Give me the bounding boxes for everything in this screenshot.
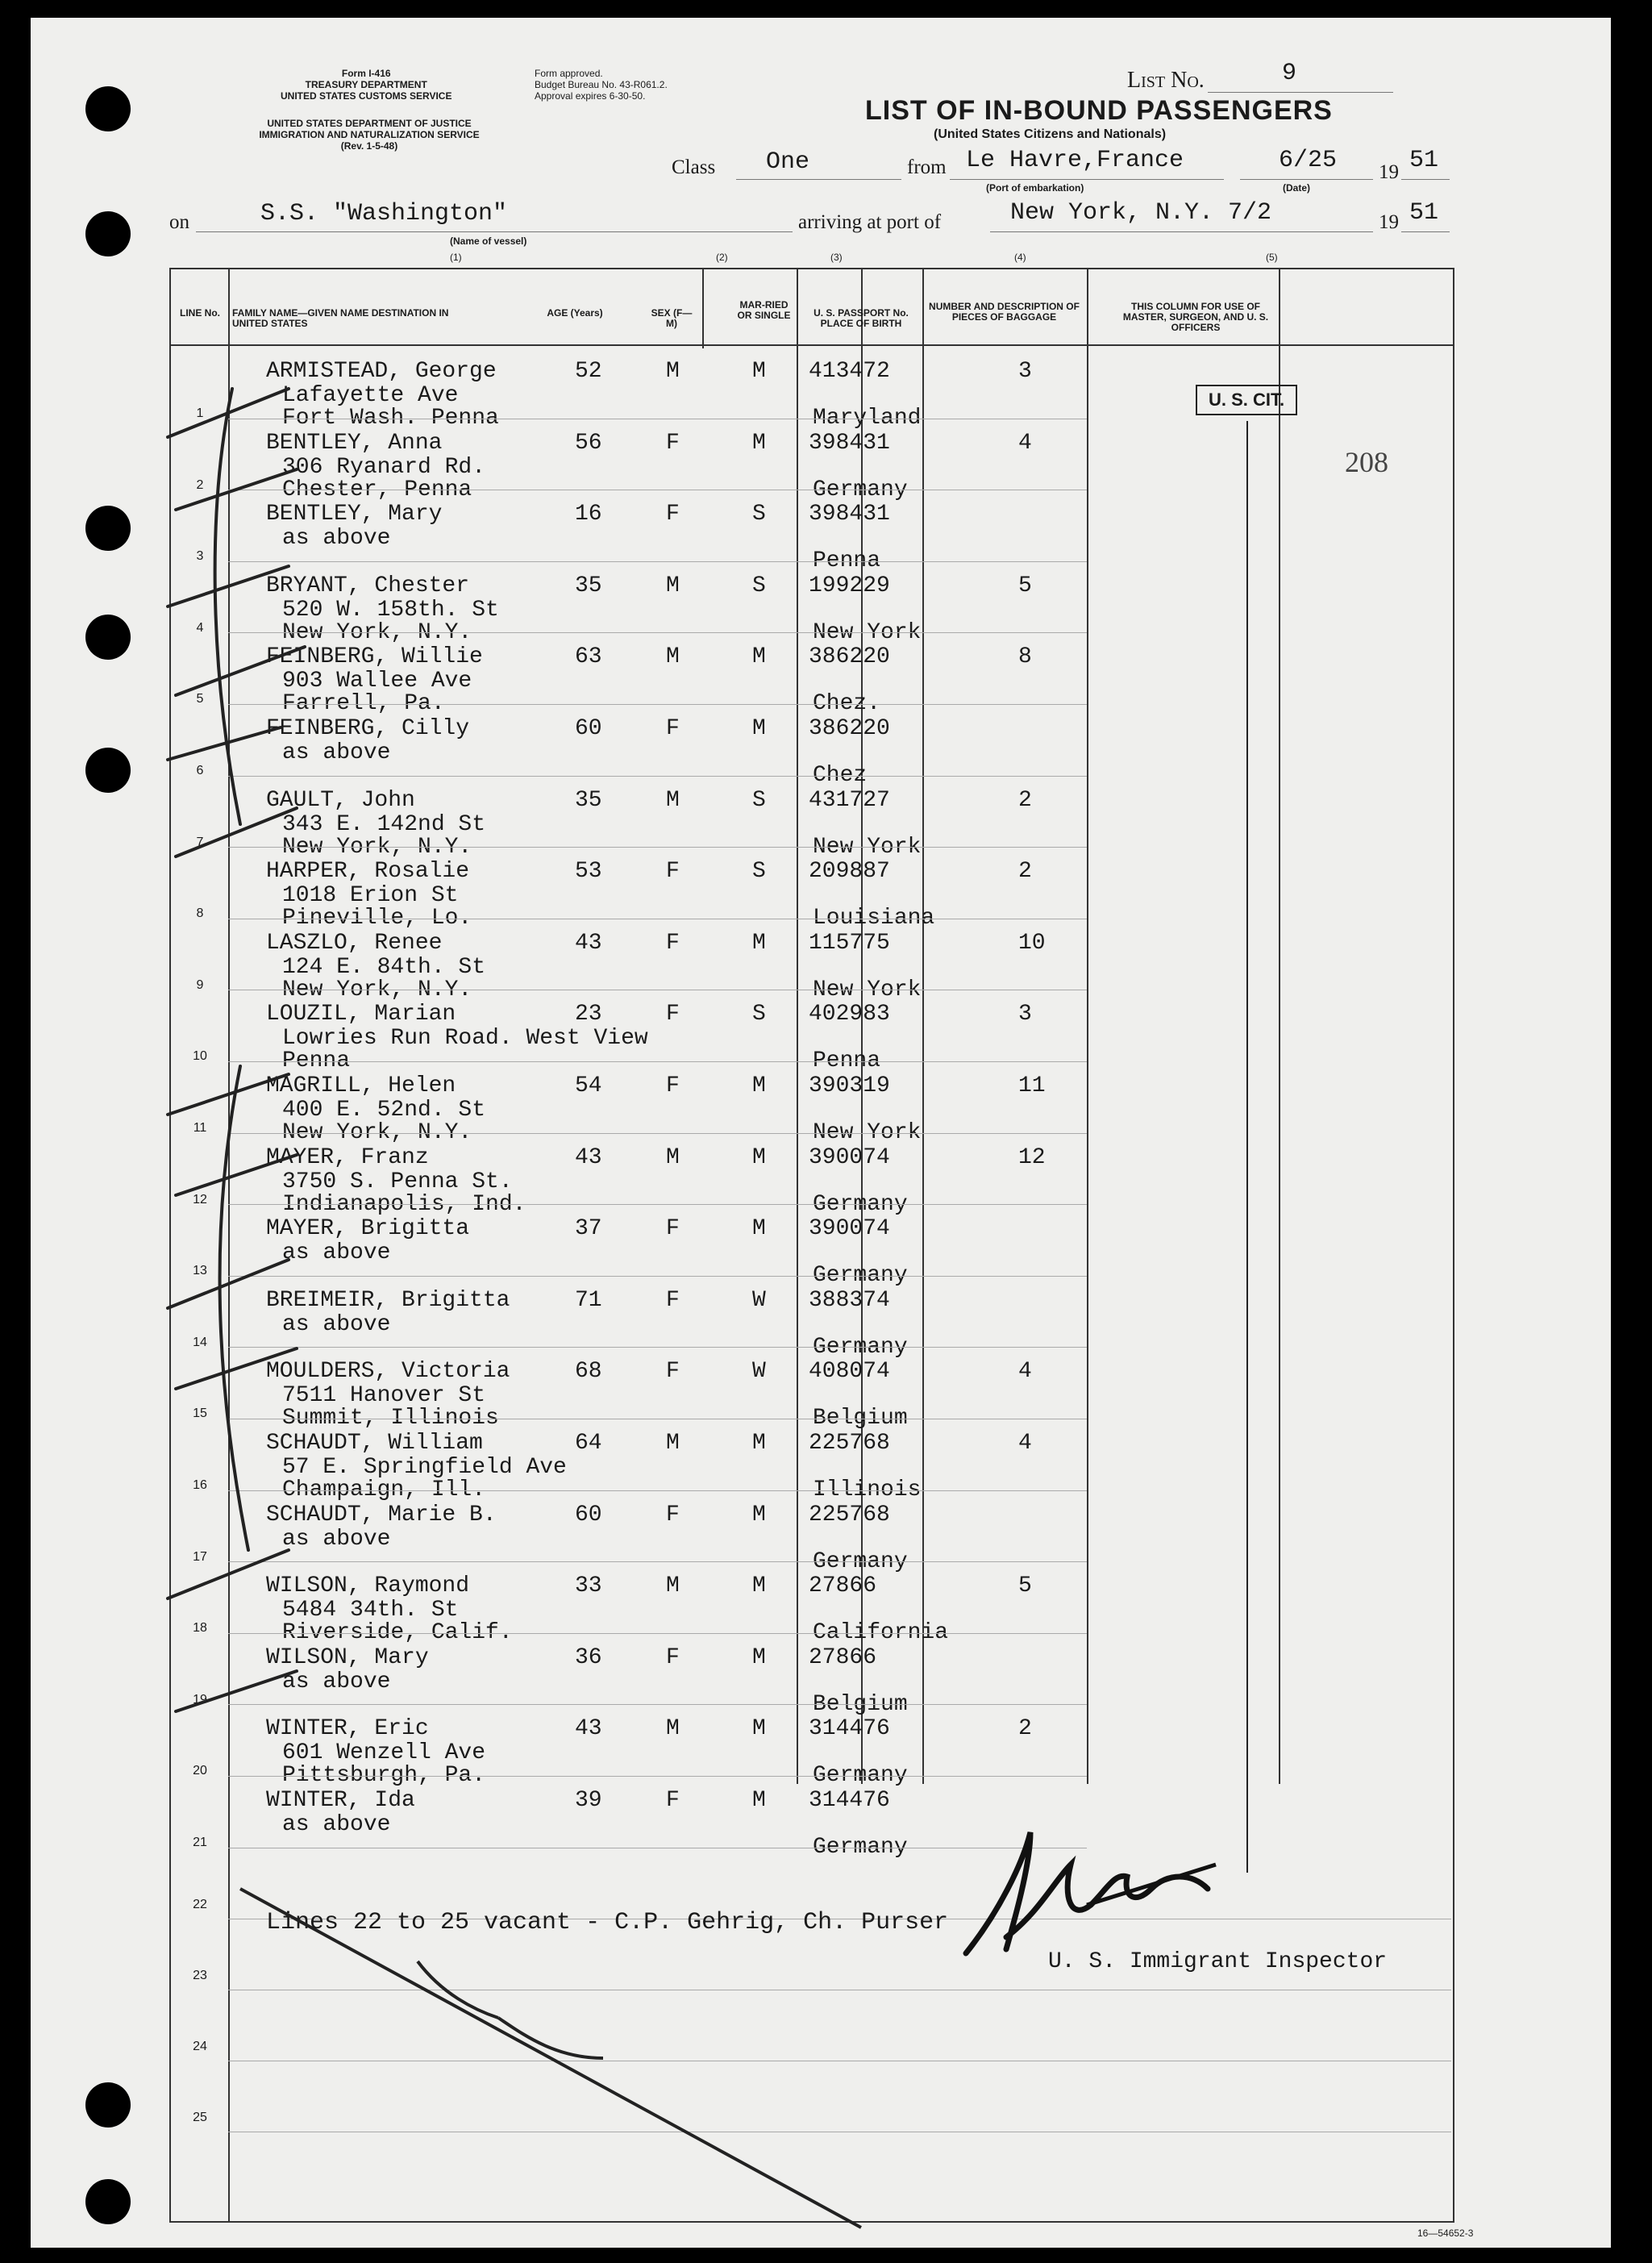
passenger-name: HARPER, Rosalie bbox=[266, 859, 470, 885]
binder-hole bbox=[85, 2082, 131, 2128]
passenger-sex: M bbox=[666, 644, 680, 670]
passenger-marital-status: M bbox=[752, 1573, 766, 1599]
approval-line: Approval expires 6-30-50. bbox=[535, 90, 646, 102]
us-citizen-stamp: U. S. CIT. bbox=[1196, 385, 1297, 415]
passenger-marital-status: M bbox=[752, 716, 766, 741]
footer-code: 16—54652-3 bbox=[1417, 2228, 1474, 2239]
row-divider bbox=[228, 1204, 1087, 1205]
passenger-marital-status: W bbox=[752, 1287, 766, 1313]
passport-number: 225768 bbox=[809, 1502, 890, 1527]
passenger-age: 54 bbox=[575, 1073, 602, 1098]
passenger-age: 35 bbox=[575, 573, 602, 598]
on-label: on bbox=[169, 211, 189, 233]
col-header-sex: SEX (F—M) bbox=[651, 307, 693, 329]
place-of-birth: Germany bbox=[813, 1334, 908, 1360]
baggage-count: 3 bbox=[1018, 359, 1032, 384]
passenger-sex: F bbox=[666, 930, 680, 956]
place-of-birth: Chez. bbox=[813, 691, 881, 717]
passenger-age: 16 bbox=[575, 502, 602, 527]
arrival-year: 51 bbox=[1409, 199, 1439, 227]
vacant-lines-note: Lines 22 to 25 vacant - C.P. Gehrig, Ch. Purser bbox=[266, 1909, 949, 1936]
passenger-address-line1: 520 W. 158th. St bbox=[282, 597, 499, 623]
baggage-count: 12 bbox=[1018, 1144, 1046, 1170]
passenger-name: BREIMEIR, Brigitta bbox=[266, 1287, 510, 1313]
row-divider bbox=[228, 1633, 1087, 1634]
place-of-birth: New York bbox=[813, 619, 922, 645]
passenger-name: BENTLEY, Mary bbox=[266, 502, 443, 527]
passenger-address-line2: New York, N.Y. bbox=[282, 1120, 472, 1145]
passenger-address-line1: 3750 S. Penna St. bbox=[282, 1169, 513, 1194]
passport-number: 398431 bbox=[809, 502, 890, 527]
passenger-address-line1: 343 E. 142nd St bbox=[282, 811, 486, 837]
manifest-page bbox=[31, 18, 1611, 2248]
passenger-address-line1: as above bbox=[282, 1812, 391, 1837]
place-of-birth: Germany bbox=[813, 477, 908, 502]
line-number: 7 bbox=[196, 835, 204, 849]
passport-number: 390319 bbox=[809, 1073, 890, 1098]
row-divider bbox=[228, 1276, 1087, 1277]
baggage-count: 8 bbox=[1018, 644, 1032, 670]
passenger-age: 43 bbox=[575, 1716, 602, 1742]
line-number: 12 bbox=[193, 1192, 207, 1207]
port-caption: (Port of embarkation) bbox=[986, 182, 1084, 194]
line-number: 22 bbox=[193, 1897, 207, 1911]
passenger-marital-status: S bbox=[752, 787, 766, 813]
passenger-address-line1: 57 E. Springfield Ave bbox=[282, 1455, 567, 1480]
passenger-sex: M bbox=[666, 359, 680, 384]
vessel-name: S.S. "Washington" bbox=[260, 200, 508, 227]
passenger-address-line2: Riverside, Calif. bbox=[282, 1620, 513, 1646]
approval-line: Budget Bureau No. 43-R061.2. bbox=[535, 79, 668, 90]
place-of-birth: Germany bbox=[813, 1763, 908, 1789]
passenger-age: 71 bbox=[575, 1287, 602, 1313]
passenger-marital-status: M bbox=[752, 1644, 766, 1670]
passenger-marital-status: M bbox=[752, 1502, 766, 1527]
passenger-age: 53 bbox=[575, 859, 602, 885]
passenger-age: 39 bbox=[575, 1788, 602, 1813]
place-of-birth: Penna bbox=[813, 548, 881, 574]
passenger-address-line1: as above bbox=[282, 1526, 391, 1552]
passenger-address-line1: 601 Wenzell Ave bbox=[282, 1740, 486, 1766]
passenger-sex: F bbox=[666, 1287, 680, 1313]
passenger-marital-status: M bbox=[752, 1431, 766, 1456]
col-header-name: FAMILY NAME—GIVEN NAME DESTINATION IN UNITED STATES bbox=[232, 307, 449, 329]
line-number: 14 bbox=[193, 1335, 207, 1349]
row-divider bbox=[228, 1561, 1087, 1562]
passenger-name: WINTER, Eric bbox=[266, 1716, 429, 1742]
place-of-birth: Belgium bbox=[813, 1406, 908, 1432]
passenger-address-line2: New York, N.Y. bbox=[282, 619, 472, 645]
passport-number: 27866 bbox=[809, 1573, 877, 1599]
cancel-strike-line bbox=[232, 1873, 877, 2244]
row-divider bbox=[228, 847, 1087, 848]
year-prefix: 19 bbox=[1379, 161, 1399, 183]
list-no-value: 9 bbox=[1282, 60, 1297, 87]
col-header-age: AGE (Years) bbox=[547, 307, 603, 319]
passenger-age: 33 bbox=[575, 1573, 602, 1599]
passport-number: 27866 bbox=[809, 1644, 877, 1670]
from-label: from bbox=[907, 156, 947, 178]
passenger-age: 35 bbox=[575, 787, 602, 813]
passenger-address-line1: as above bbox=[282, 740, 391, 765]
place-of-birth: Louisiana bbox=[813, 906, 935, 931]
passenger-name: MAYER, Franz bbox=[266, 1144, 429, 1170]
margin-number: 208 bbox=[1345, 446, 1388, 478]
passenger-address-line1: 306 Ryanard Rd. bbox=[282, 454, 486, 480]
column-number: (1) bbox=[450, 252, 462, 263]
place-of-birth: New York bbox=[813, 834, 922, 860]
justice-dept: UNITED STATES DEPARTMENT OF JUSTICE bbox=[267, 118, 472, 129]
row-divider bbox=[228, 632, 1087, 633]
passenger-sex: F bbox=[666, 716, 680, 741]
passenger-address-line2: Pineville, Lo. bbox=[282, 906, 472, 931]
row-divider bbox=[228, 1347, 1087, 1348]
baggage-count: 5 bbox=[1018, 573, 1032, 598]
passenger-marital-status: S bbox=[752, 573, 766, 598]
line-number: 20 bbox=[193, 1764, 207, 1778]
baggage-count: 3 bbox=[1018, 1002, 1032, 1027]
place-of-birth: New York bbox=[813, 1120, 922, 1145]
line-number: 2 bbox=[196, 477, 204, 492]
page-subtitle: (United States Citizens and Nationals) bbox=[934, 127, 1167, 141]
passenger-marital-status: S bbox=[752, 859, 766, 885]
passenger-marital-status: W bbox=[752, 1359, 766, 1385]
passport-number: 390074 bbox=[809, 1216, 890, 1242]
baggage-count: 2 bbox=[1018, 859, 1032, 885]
passport-number: 408074 bbox=[809, 1359, 890, 1385]
passenger-address-line2: Summit, Illinois bbox=[282, 1406, 499, 1432]
passenger-sex: M bbox=[666, 1431, 680, 1456]
passenger-sex: F bbox=[666, 1788, 680, 1813]
line-number: 24 bbox=[193, 2039, 207, 2053]
ins-service: IMMIGRATION AND NATURALIZATION SERVICE bbox=[259, 129, 480, 140]
passenger-address-line2: Champaign, Ill. bbox=[282, 1477, 486, 1502]
passenger-age: 43 bbox=[575, 930, 602, 956]
passenger-sex: F bbox=[666, 1502, 680, 1527]
approval-line: Form approved. bbox=[535, 68, 603, 79]
place-of-birth: Maryland bbox=[813, 406, 922, 431]
line-number: 5 bbox=[196, 692, 204, 706]
line-number: 18 bbox=[193, 1621, 207, 1636]
passenger-marital-status: M bbox=[752, 1716, 766, 1742]
inspector-label: U. S. Immigrant Inspector bbox=[1048, 1949, 1388, 1974]
passenger-address-line2: Pittsburgh, Pa. bbox=[282, 1763, 486, 1789]
passenger-name: WILSON, Mary bbox=[266, 1644, 429, 1670]
passenger-address-line2: Indianapolis, Ind. bbox=[282, 1191, 526, 1217]
passenger-address-line1: Lowries Run Road. West View bbox=[282, 1026, 648, 1052]
passenger-marital-status: M bbox=[752, 1073, 766, 1098]
passenger-name: WINTER, Ida bbox=[266, 1788, 415, 1813]
passenger-marital-status: M bbox=[752, 430, 766, 456]
passenger-name: BRYANT, Chester bbox=[266, 573, 470, 598]
baggage-count: 2 bbox=[1018, 1716, 1032, 1742]
passenger-name: MAGRILL, Helen bbox=[266, 1073, 456, 1098]
passport-number: 402983 bbox=[809, 1002, 890, 1027]
binder-hole bbox=[85, 2179, 131, 2224]
line-number: 11 bbox=[193, 1121, 207, 1135]
passenger-address-line1: 5484 34th. St bbox=[282, 1598, 459, 1623]
passenger-name: GAULT, John bbox=[266, 787, 415, 813]
row-divider bbox=[228, 1061, 1087, 1062]
line-number: 9 bbox=[196, 977, 204, 992]
passenger-name: WILSON, Raymond bbox=[266, 1573, 470, 1599]
list-no-label: List No. bbox=[1127, 68, 1205, 93]
passenger-address-line1: Lafayette Ave bbox=[282, 383, 459, 408]
passenger-marital-status: S bbox=[752, 1002, 766, 1027]
place-of-birth: Germany bbox=[813, 1263, 908, 1289]
passenger-sex: M bbox=[666, 787, 680, 813]
line-number: 15 bbox=[193, 1407, 207, 1421]
passenger-sex: F bbox=[666, 1644, 680, 1670]
place-of-birth: Chez bbox=[813, 763, 868, 788]
passenger-sex: M bbox=[666, 1573, 680, 1599]
passport-number: 209887 bbox=[809, 859, 890, 885]
line-number: 23 bbox=[193, 1968, 207, 1982]
line-number: 10 bbox=[193, 1049, 207, 1064]
line-number: 16 bbox=[193, 1478, 207, 1492]
passenger-name: FEINBERG, Cilly bbox=[266, 716, 470, 741]
baggage-count: 4 bbox=[1018, 1359, 1032, 1385]
place-of-birth: Germany bbox=[813, 1548, 908, 1574]
justice-block bbox=[168, 118, 571, 152]
passport-number: 314476 bbox=[809, 1788, 890, 1813]
place-of-birth: Germany bbox=[813, 1835, 908, 1860]
arrival-port: New York, N.Y. bbox=[1010, 199, 1214, 227]
line-number: 3 bbox=[196, 549, 204, 564]
embarkation-port: Le Havre,France bbox=[966, 147, 1184, 174]
baggage-count: 10 bbox=[1018, 930, 1046, 956]
passenger-address-line2: New York, N.Y. bbox=[282, 977, 472, 1002]
form-number: Form I-416 bbox=[341, 68, 391, 79]
passenger-sex: F bbox=[666, 1216, 680, 1242]
passport-number: 225768 bbox=[809, 1431, 890, 1456]
passport-number: 431727 bbox=[809, 787, 890, 813]
col-header-line-no: LINE No. bbox=[180, 307, 220, 319]
passenger-sex: F bbox=[666, 502, 680, 527]
passenger-sex: F bbox=[666, 859, 680, 885]
passenger-marital-status: S bbox=[752, 502, 766, 527]
baggage-count: 11 bbox=[1018, 1073, 1046, 1098]
passenger-marital-status: M bbox=[752, 1144, 766, 1170]
arriving-label: arriving at port of bbox=[798, 211, 942, 233]
binder-hole bbox=[85, 615, 131, 660]
binder-hole bbox=[85, 86, 131, 131]
line-number: 17 bbox=[193, 1549, 207, 1564]
treasury-dept: TREASURY DEPARTMENT bbox=[305, 79, 427, 90]
passenger-sex: M bbox=[666, 1716, 680, 1742]
passenger-age: 36 bbox=[575, 1644, 602, 1670]
place-of-birth: Belgium bbox=[813, 1691, 908, 1717]
passport-number: 390074 bbox=[809, 1144, 890, 1170]
col-header-baggage: NUMBER AND DESCRIPTION OF PIECES OF BAGGAGE bbox=[929, 301, 1080, 323]
passenger-name: SCHAUDT, William bbox=[266, 1431, 483, 1456]
column-number: (2) bbox=[716, 252, 728, 263]
customs-service: UNITED STATES CUSTOMS SERVICE bbox=[281, 90, 452, 102]
passenger-sex: F bbox=[666, 430, 680, 456]
passenger-sex: F bbox=[666, 1002, 680, 1027]
passenger-name: LASZLO, Renee bbox=[266, 930, 443, 956]
passenger-age: 37 bbox=[575, 1216, 602, 1242]
approval-block bbox=[535, 68, 668, 102]
passenger-address-line2: Chester, Penna bbox=[282, 477, 472, 502]
passenger-age: 52 bbox=[575, 359, 602, 384]
baggage-count: 5 bbox=[1018, 1573, 1032, 1599]
baggage-count: 4 bbox=[1018, 430, 1032, 456]
handwritten-checkmarks bbox=[152, 340, 329, 1873]
passenger-marital-status: M bbox=[752, 359, 766, 384]
passenger-address-line2: Fort Wash. Penna bbox=[282, 406, 499, 431]
date-caption: (Date) bbox=[1283, 182, 1311, 194]
binder-hole bbox=[85, 506, 131, 551]
arrival-year-prefix: 19 bbox=[1379, 211, 1399, 233]
col-header-married: MAR-RIED OR SINGLE bbox=[737, 299, 791, 321]
row-divider bbox=[228, 704, 1087, 705]
row-divider bbox=[228, 1490, 1087, 1491]
line-number: 13 bbox=[193, 1264, 207, 1278]
passenger-age: 63 bbox=[575, 644, 602, 670]
column-number: (5) bbox=[1266, 252, 1278, 263]
passenger-address-line1: 1018 Erion St bbox=[282, 883, 459, 909]
passenger-name: SCHAUDT, Marie B. bbox=[266, 1502, 497, 1527]
passport-number: 388374 bbox=[809, 1287, 890, 1313]
vessel-caption: (Name of vessel) bbox=[450, 235, 527, 247]
passenger-address-line2: Penna bbox=[282, 1048, 351, 1074]
binder-hole bbox=[85, 748, 131, 793]
passenger-age: 43 bbox=[575, 1144, 602, 1170]
line-number: 6 bbox=[196, 764, 204, 777]
passport-number: 386220 bbox=[809, 716, 890, 741]
passenger-marital-status: M bbox=[752, 1216, 766, 1242]
passport-number: 398431 bbox=[809, 430, 890, 456]
place-of-birth: Penna bbox=[813, 1048, 881, 1074]
passport-number: 199229 bbox=[809, 573, 890, 598]
row-divider bbox=[228, 1776, 1087, 1777]
passenger-sex: F bbox=[666, 1073, 680, 1098]
passport-number: 413472 bbox=[809, 359, 890, 384]
passenger-address-line1: 124 E. 84th. St bbox=[282, 954, 486, 980]
embarkation-year: 51 bbox=[1409, 147, 1439, 174]
row-divider bbox=[228, 1704, 1087, 1705]
place-of-birth: Illinois bbox=[813, 1477, 922, 1502]
passenger-address-line1: 7511 Hanover St bbox=[282, 1383, 486, 1409]
row-divider bbox=[228, 1133, 1087, 1134]
line-number: 1 bbox=[196, 406, 204, 420]
line-number: 19 bbox=[193, 1692, 207, 1707]
baggage-count: 4 bbox=[1018, 1431, 1032, 1456]
line-number: 4 bbox=[196, 620, 204, 635]
place-of-birth: New York bbox=[813, 977, 922, 1002]
passenger-marital-status: M bbox=[752, 1788, 766, 1813]
col-header-officers: THIS COLUMN FOR USE OF MASTER, SURGEON, AND U. S. OFFICERS bbox=[1122, 301, 1269, 333]
passenger-age: 23 bbox=[575, 1002, 602, 1027]
passenger-name: MOULDERS, Victoria bbox=[266, 1359, 510, 1385]
binder-hole bbox=[85, 211, 131, 256]
passenger-sex: M bbox=[666, 573, 680, 598]
passenger-name: FEINBERG, Willie bbox=[266, 644, 483, 670]
passenger-name: ARMISTEAD, George bbox=[266, 359, 497, 384]
col-header-passport: U. S. PASSPORT No. PLACE OF BIRTH bbox=[814, 307, 909, 329]
passenger-age: 56 bbox=[575, 430, 602, 456]
passenger-name: BENTLEY, Anna bbox=[266, 430, 443, 456]
passenger-address-line2: Farrell, Pa. bbox=[282, 691, 445, 717]
passenger-address-line1: as above bbox=[282, 1311, 391, 1337]
row-divider bbox=[228, 776, 1087, 777]
passenger-address-line1: 903 Wallee Ave bbox=[282, 669, 472, 694]
column-number: (4) bbox=[1014, 252, 1026, 263]
passenger-age: 64 bbox=[575, 1431, 602, 1456]
baggage-count: 2 bbox=[1018, 787, 1032, 813]
passenger-marital-status: M bbox=[752, 644, 766, 670]
passenger-address-line1: as above bbox=[282, 1240, 391, 1266]
line-number: 25 bbox=[193, 2110, 207, 2124]
passport-number: 386220 bbox=[809, 644, 890, 670]
passenger-age: 60 bbox=[575, 716, 602, 741]
arrival-date: 7/2 bbox=[1228, 199, 1272, 227]
place-of-birth: Germany bbox=[813, 1191, 908, 1217]
revision: (Rev. 1-5-48) bbox=[340, 140, 398, 152]
passenger-address-line1: as above bbox=[282, 1669, 391, 1694]
passenger-sex: F bbox=[666, 1359, 680, 1385]
passenger-address-line2: New York, N.Y. bbox=[282, 834, 472, 860]
passenger-sex: M bbox=[666, 1144, 680, 1170]
row-divider bbox=[228, 561, 1087, 562]
embarkation-date: 6/25 bbox=[1279, 147, 1338, 174]
line-number: 21 bbox=[193, 1836, 207, 1849]
class-label: Class bbox=[672, 156, 716, 178]
passenger-age: 68 bbox=[575, 1359, 602, 1385]
line-number: 8 bbox=[196, 906, 204, 921]
bracket-line bbox=[1246, 421, 1248, 1873]
passport-number: 314476 bbox=[809, 1716, 890, 1742]
form-id-block bbox=[281, 68, 451, 102]
passenger-name: MAYER, Brigitta bbox=[266, 1216, 470, 1242]
class-value: One bbox=[766, 148, 810, 176]
passenger-name: LOUZIL, Marian bbox=[266, 1002, 456, 1027]
passenger-age: 60 bbox=[575, 1502, 602, 1527]
passenger-address-line1: as above bbox=[282, 526, 391, 552]
passport-number: 115775 bbox=[809, 930, 890, 956]
place-of-birth: California bbox=[813, 1620, 949, 1646]
passenger-address-line1: 400 E. 52nd. St bbox=[282, 1098, 486, 1123]
column-number: (3) bbox=[830, 252, 843, 263]
passenger-marital-status: M bbox=[752, 930, 766, 956]
page-title: LIST OF IN-BOUND PASSENGERS bbox=[865, 95, 1333, 126]
